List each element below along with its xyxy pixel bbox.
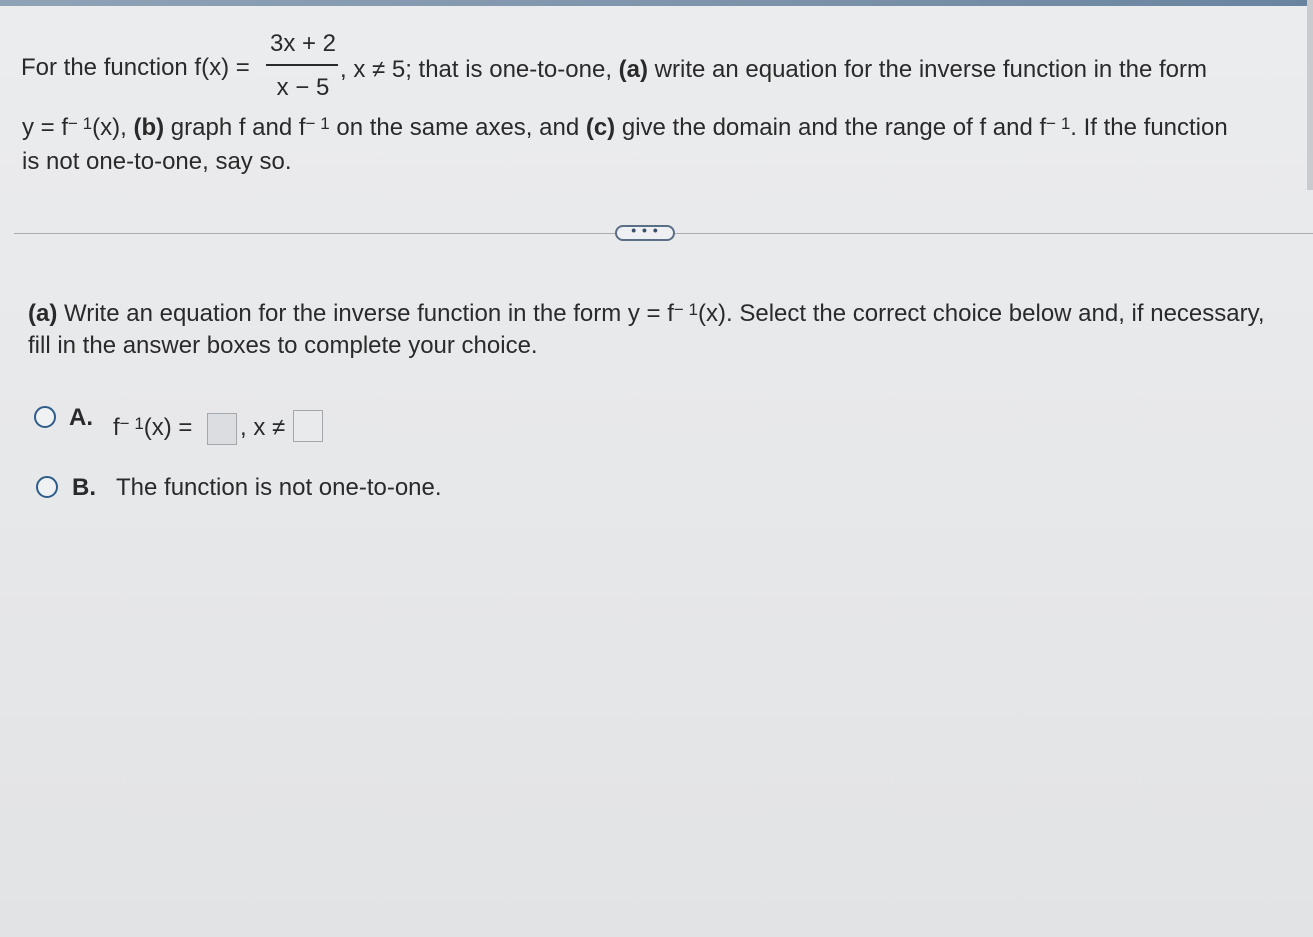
- part-c-text: give the domain and the range of f and f: [621, 114, 1047, 141]
- top-accent-bar: [0, 0, 1313, 6]
- question-line1-rest: [340, 56, 1207, 84]
- question-line3: is not one-to-one, say so.: [22, 148, 292, 175]
- domain-restriction: , x ≠ 5; that is one-to-one,: [340, 56, 612, 83]
- scrollbar-track[interactable]: [1307, 0, 1313, 190]
- fraction-numerator: 3x + 2: [269, 30, 337, 57]
- part-a-label: (a): [618, 56, 648, 83]
- choice-b-letter: B.: [72, 474, 96, 501]
- choice-a-letter: A.: [69, 404, 93, 431]
- part-a-instruction-text-b: (x). Select the correct choice below and, if necessary,: [698, 300, 1265, 327]
- choice-a-x-eq: (x) =: [143, 414, 193, 441]
- inverse-superscript: − 1: [673, 300, 699, 319]
- fraction-bar: [266, 64, 338, 66]
- part-a-instruction-text: Write an equation for the inverse function in the form y = f: [64, 300, 674, 327]
- inverse-superscript: − 1: [68, 114, 93, 133]
- choice-a-separator: , x ≠: [240, 414, 286, 441]
- choice-b-text: The function is not one-to-one.: [116, 474, 442, 501]
- part-c-label: (c): [585, 114, 616, 141]
- question-intro: For the function f(x) =: [21, 54, 250, 81]
- x-paren: (x),: [92, 114, 127, 141]
- inverse-superscript: − 1: [305, 114, 330, 133]
- excluded-value-answer-box[interactable]: [293, 410, 323, 442]
- inverse-superscript: − 1: [1046, 114, 1071, 133]
- choice-b-radio[interactable]: [36, 476, 58, 498]
- question-line2: [22, 114, 1228, 142]
- y-equals-f: y = f: [22, 114, 69, 141]
- line2-mid: on the same axes, and: [336, 114, 580, 141]
- part-a-text: write an equation for the inverse function in the form: [654, 56, 1207, 83]
- choice-a-formula: [113, 414, 192, 442]
- choice-a-f: f: [113, 414, 120, 441]
- inverse-superscript: − 1: [119, 414, 144, 433]
- line2-end: . If the function: [1070, 114, 1228, 141]
- part-a-instruction-line1: [28, 300, 1265, 328]
- fraction-denominator: x − 5: [276, 74, 330, 101]
- show-more-button[interactable]: • • •: [615, 225, 675, 241]
- part-a-instruction-line2: fill in the answer boxes to complete your choice.: [28, 332, 538, 359]
- choice-a-radio[interactable]: [34, 406, 56, 428]
- inverse-formula-answer-box[interactable]: [207, 413, 237, 445]
- part-a-instruction-label: (a): [28, 300, 58, 327]
- part-b-label: (b): [133, 114, 165, 141]
- part-b-text: graph f and f: [170, 114, 306, 141]
